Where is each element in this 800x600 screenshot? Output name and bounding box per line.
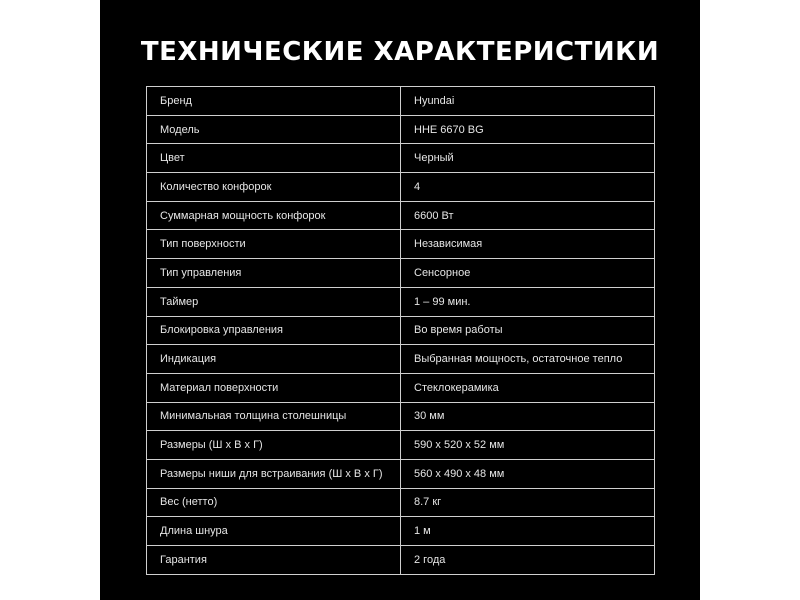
spec-value: Стеклокерамика	[401, 373, 655, 402]
table-row	[147, 230, 655, 259]
spec-value: HHE 6670 BG	[401, 115, 655, 144]
spec-label: Бренд	[147, 87, 401, 116]
table-row	[147, 87, 655, 116]
spec-sheet-panel	[100, 0, 700, 600]
specs-table-body	[147, 87, 655, 575]
spec-label: Размеры (Ш х В х Г)	[147, 431, 401, 460]
spec-value: 590 x 520 x 52 мм	[401, 431, 655, 460]
spec-value: Черный	[401, 144, 655, 173]
spec-value: Hyundai	[401, 87, 655, 116]
spec-label: Минимальная толщина столешницы	[147, 402, 401, 431]
table-row	[147, 345, 655, 374]
spec-value: 1 м	[401, 517, 655, 546]
spec-value: 6600 Вт	[401, 201, 655, 230]
spec-label: Суммарная мощность конфорок	[147, 201, 401, 230]
spec-value: 560 x 490 x 48 мм	[401, 459, 655, 488]
spec-label: Вес (нетто)	[147, 488, 401, 517]
spec-label: Длина шнура	[147, 517, 401, 546]
table-row	[147, 459, 655, 488]
spec-label: Гарантия	[147, 546, 401, 575]
spec-label: Таймер	[147, 287, 401, 316]
spec-value: Выбранная мощность, остаточное тепло	[401, 345, 655, 374]
table-row	[147, 144, 655, 173]
spec-value: Независимая	[401, 230, 655, 259]
spec-label: Размеры ниши для встраивания (Ш х В х Г)	[147, 459, 401, 488]
spec-value: 4	[401, 173, 655, 202]
spec-label: Индикация	[147, 345, 401, 374]
table-row	[147, 402, 655, 431]
spec-label: Блокировка управления	[147, 316, 401, 345]
spec-label: Модель	[147, 115, 401, 144]
spec-label: Количество конфорок	[147, 173, 401, 202]
table-row	[147, 287, 655, 316]
spec-value: 30 мм	[401, 402, 655, 431]
spec-label: Тип управления	[147, 259, 401, 288]
table-row	[147, 201, 655, 230]
table-row	[147, 173, 655, 202]
table-row	[147, 115, 655, 144]
table-row	[147, 259, 655, 288]
spec-value: Сенсорное	[401, 259, 655, 288]
spec-label: Материал поверхности	[147, 373, 401, 402]
spec-label: Тип поверхности	[147, 230, 401, 259]
page-title: ТЕХНИЧЕСКИЕ ХАРАКТЕРИСТИКИ	[140, 37, 660, 67]
table-row	[147, 517, 655, 546]
spec-value: 8.7 кг	[401, 488, 655, 517]
spec-value: 2 года	[401, 546, 655, 575]
spec-value: Во время работы	[401, 316, 655, 345]
specs-table	[146, 86, 655, 575]
table-row	[147, 373, 655, 402]
spec-value: 1 – 99 мин.	[401, 287, 655, 316]
spec-label: Цвет	[147, 144, 401, 173]
table-row	[147, 546, 655, 575]
table-row	[147, 431, 655, 460]
table-row	[147, 488, 655, 517]
table-row	[147, 316, 655, 345]
